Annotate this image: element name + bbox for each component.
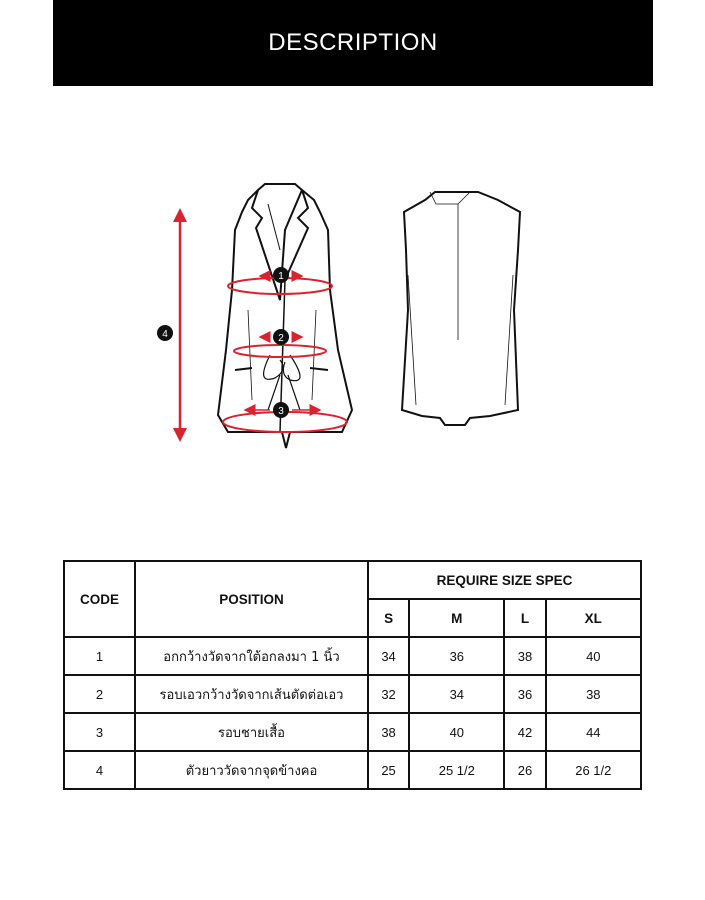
column-header-position: POSITION (135, 561, 368, 637)
row-value-s: 34 (368, 637, 409, 675)
size-header-xl: XL (546, 599, 641, 637)
size-header-m: M (409, 599, 504, 637)
waist-measure (234, 329, 326, 357)
row-position: รอบชายเสื้อ (135, 713, 368, 751)
svg-text:4: 4 (162, 329, 168, 340)
row-code: 2 (64, 675, 135, 713)
row-value-l: 38 (504, 637, 545, 675)
length-arrow (173, 208, 187, 442)
hem-measure (223, 402, 347, 432)
row-value-m: 25 1/2 (409, 751, 504, 789)
size-header-s: S (368, 599, 409, 637)
row-value-m: 34 (409, 675, 504, 713)
row-position: รอบเอวกว้างวัดจากเส้นตัดต่อเอว (135, 675, 368, 713)
size-header-l: L (504, 599, 545, 637)
row-value-s: 25 (368, 751, 409, 789)
row-value-xl: 26 1/2 (546, 751, 641, 789)
table-row (64, 713, 641, 751)
row-value-l: 36 (504, 675, 545, 713)
table-row (64, 637, 641, 675)
table-row (64, 751, 641, 789)
row-value-l: 26 (504, 751, 545, 789)
row-position: อกกว้างวัดจากใต้อกลงมา 1 นิ้ว (135, 637, 368, 675)
svg-text:2: 2 (278, 333, 284, 344)
vest-illustration (140, 170, 560, 460)
row-value-m: 36 (409, 637, 504, 675)
page-title: DESCRIPTION (268, 29, 438, 56)
row-code: 4 (64, 751, 135, 789)
vest-back (402, 192, 520, 425)
table-row (64, 675, 641, 713)
row-value-xl: 40 (546, 637, 641, 675)
row-value-l: 42 (504, 713, 545, 751)
marker-4 (157, 325, 173, 341)
svg-text:1: 1 (278, 271, 284, 282)
row-position: ตัวยาววัดจากจุดข้างคอ (135, 751, 368, 789)
row-value-xl: 38 (546, 675, 641, 713)
row-value-s: 38 (368, 713, 409, 751)
row-code: 1 (64, 637, 135, 675)
row-value-m: 40 (409, 713, 504, 751)
size-spec-table (63, 560, 642, 790)
column-header-code: CODE (64, 561, 135, 637)
row-value-s: 32 (368, 675, 409, 713)
header-bar (53, 0, 653, 86)
svg-text:3: 3 (278, 406, 284, 417)
row-code: 3 (64, 713, 135, 751)
row-value-xl: 44 (546, 713, 641, 751)
column-header-size-spec: REQUIRE SIZE SPEC (368, 561, 641, 599)
